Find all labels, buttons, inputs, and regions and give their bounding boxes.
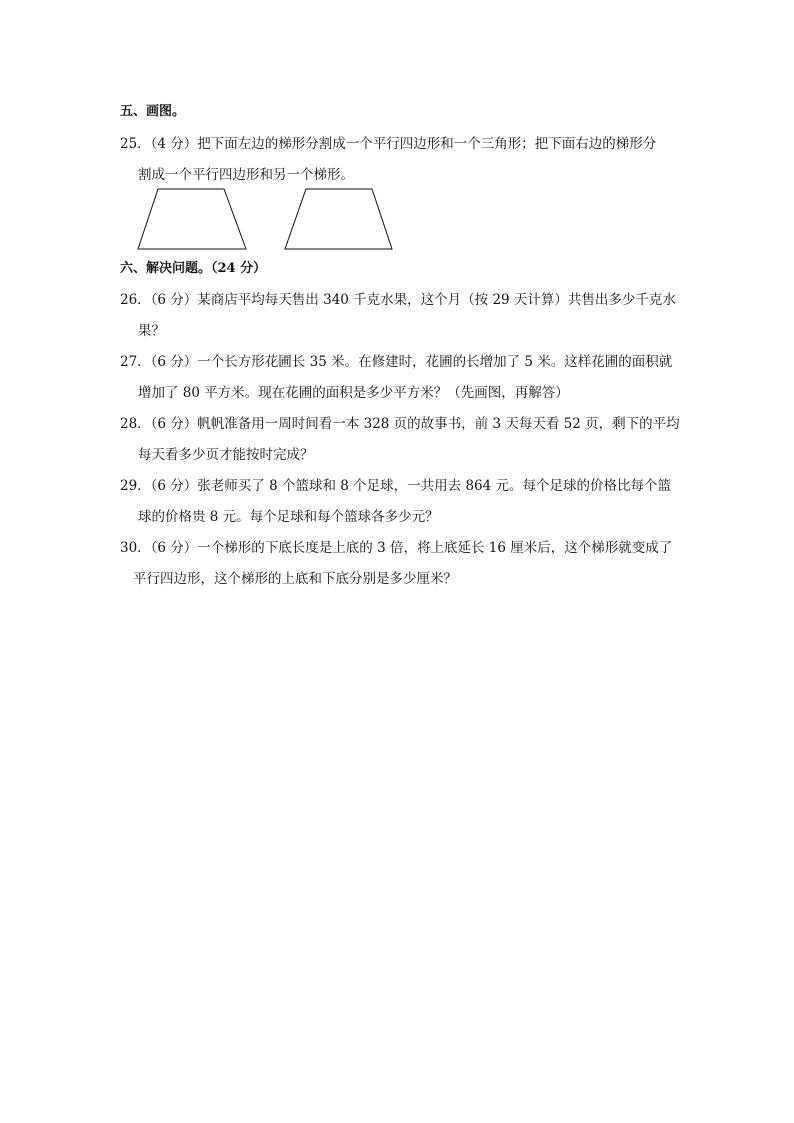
question-25-line-2: 割成一个平行四边形和另一个梯形。	[138, 167, 354, 183]
question-30-line-2: 平行四边形，这个梯形的上底和下底分别是多少厘米？	[133, 571, 457, 587]
right-trapezoid	[285, 189, 392, 249]
section-6-heading: 六、解决问题。（24 分）	[120, 261, 267, 276]
question-25-line-1: 25．（4 分）把下面左边的梯形分割成一个平行四边形和一个三角形；把下面右边的梯形分	[120, 136, 657, 152]
trapezoid-figures	[130, 184, 410, 256]
question-30-line-1: 30．（6 分）一个梯形的下底长度是上底的 3 倍，将上底延长 16 厘米后，这个梯形就变成了	[120, 540, 673, 556]
left-trapezoid	[138, 189, 246, 249]
question-27-line-2: 增加了 80 平方米。现在花圃的面积是多少平方米？（先画图，再解答）	[138, 385, 569, 401]
question-28-line-1: 28．（6 分）帆帆准备用一周时间看一本 328 页的故事书，前 3 天每天看 52 页，剩下的平均	[120, 416, 680, 432]
question-28-line-2: 每天看多少页才能按时完成？	[138, 447, 314, 463]
question-29-line-2: 球的价格贵 8 元。每个足球和每个篮球各多少元？	[138, 509, 439, 525]
question-29-line-1: 29．（6 分）张老师买了 8 个篮球和 8 个足球，一共用去 864 元。每个足球的价格比每个篮	[120, 478, 672, 494]
question-27-line-1: 27．（6 分）一个长方形花圃长 35 米。在修建时，花圃的长增加了 5 米。这样花圃的面积就	[120, 354, 673, 370]
question-26-line-2: 果？	[138, 323, 165, 339]
section-5-heading: 五、画图。	[120, 104, 186, 119]
question-26-line-1: 26．（6 分）某商店平均每天售出 340 千克水果，这个月（按 29 天计算）共售出多少千克水	[120, 292, 676, 308]
